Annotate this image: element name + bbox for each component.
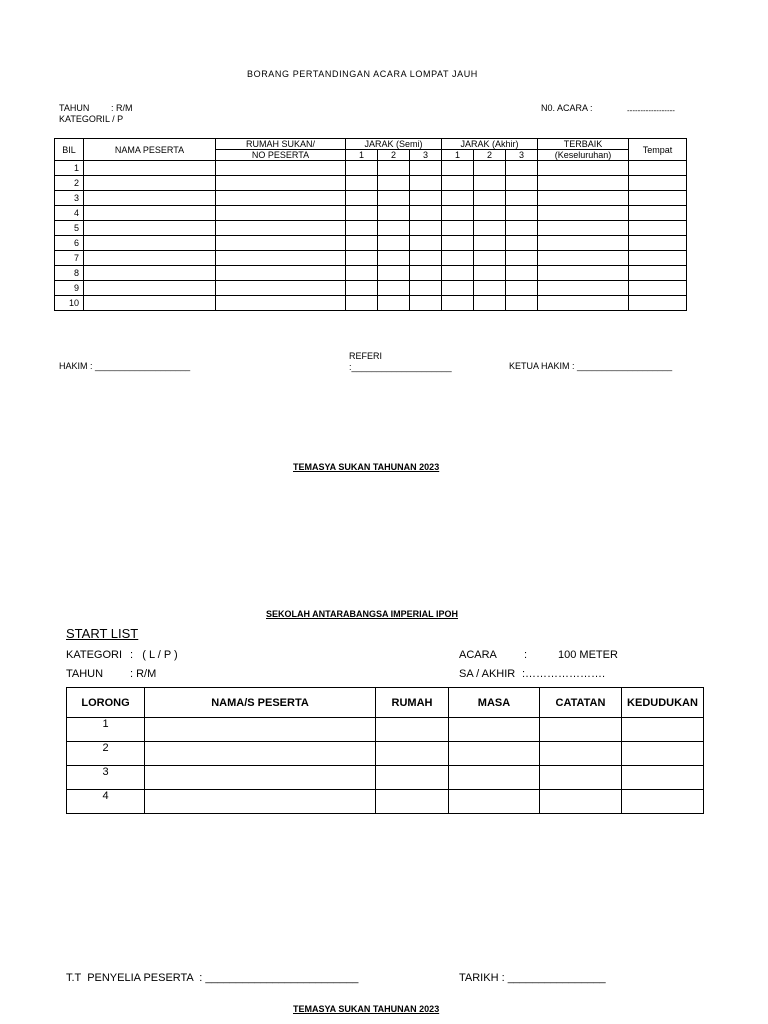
cell[interactable] bbox=[84, 251, 216, 266]
form1-footer: TEMASYA SUKAN TAHUNAN 2023 bbox=[293, 462, 440, 472]
cell[interactable] bbox=[474, 221, 506, 236]
header-tempat: Tempat bbox=[629, 139, 687, 161]
cell[interactable] bbox=[506, 236, 538, 251]
form1-table bbox=[54, 138, 687, 311]
lorong-number: 1 bbox=[67, 718, 145, 742]
cell[interactable] bbox=[622, 766, 704, 790]
form2-acara-label: ACARA bbox=[459, 649, 497, 661]
header-nama-peserta: NAMA PESERTA bbox=[84, 139, 216, 161]
table-row bbox=[55, 251, 687, 266]
cell[interactable] bbox=[629, 206, 687, 221]
header-rumah: RUMAH bbox=[376, 688, 449, 718]
cell[interactable] bbox=[474, 266, 506, 281]
form2-acara-value: 100 METER bbox=[558, 649, 618, 661]
table-row bbox=[67, 790, 704, 814]
start-list-table bbox=[66, 687, 704, 814]
cell[interactable] bbox=[376, 718, 449, 742]
cell[interactable] bbox=[410, 161, 442, 176]
cell[interactable] bbox=[474, 161, 506, 176]
cell[interactable] bbox=[378, 236, 410, 251]
cell[interactable] bbox=[84, 206, 216, 221]
tarikh-line: TARIKH : ________________ bbox=[459, 972, 606, 984]
cell[interactable] bbox=[629, 296, 687, 311]
referi-label: REFERI bbox=[349, 351, 383, 361]
cell[interactable] bbox=[84, 191, 216, 206]
cell[interactable] bbox=[538, 251, 629, 266]
cell[interactable] bbox=[84, 296, 216, 311]
cell[interactable] bbox=[410, 296, 442, 311]
header-semi-3: 3 bbox=[410, 150, 442, 161]
form2-kategori-label: KATEGORI bbox=[66, 649, 123, 661]
cell[interactable] bbox=[538, 296, 629, 311]
cell[interactable] bbox=[474, 176, 506, 191]
cell[interactable] bbox=[506, 281, 538, 296]
cell[interactable] bbox=[410, 251, 442, 266]
row-number: 10 bbox=[55, 296, 84, 311]
header-catatan: CATATAN bbox=[540, 688, 622, 718]
cell[interactable] bbox=[378, 296, 410, 311]
cell[interactable] bbox=[410, 176, 442, 191]
cell[interactable] bbox=[216, 191, 346, 206]
cell[interactable] bbox=[506, 266, 538, 281]
table-row bbox=[67, 766, 704, 790]
cell[interactable] bbox=[629, 281, 687, 296]
cell[interactable] bbox=[474, 236, 506, 251]
cell[interactable] bbox=[410, 281, 442, 296]
row-number: 4 bbox=[55, 206, 84, 221]
cell[interactable] bbox=[622, 742, 704, 766]
header-semi-2: 2 bbox=[378, 150, 410, 161]
cell[interactable] bbox=[346, 266, 378, 281]
header-no-peserta: NO PESERTA bbox=[216, 150, 346, 161]
cell[interactable] bbox=[216, 206, 346, 221]
cell[interactable] bbox=[449, 790, 540, 814]
ketua-hakim-signature-line: KETUA HAKIM : ___________________ bbox=[509, 361, 673, 371]
cell[interactable] bbox=[378, 281, 410, 296]
cell[interactable] bbox=[378, 191, 410, 206]
cell[interactable] bbox=[538, 161, 629, 176]
cell[interactable] bbox=[378, 206, 410, 221]
cell[interactable] bbox=[346, 251, 378, 266]
cell[interactable] bbox=[346, 281, 378, 296]
cell[interactable] bbox=[216, 176, 346, 191]
cell[interactable] bbox=[442, 176, 474, 191]
lorong-number: 3 bbox=[67, 766, 145, 790]
form2-footer: TEMASYA SUKAN TAHUNAN 2023 bbox=[293, 1004, 440, 1014]
table-row bbox=[55, 161, 687, 176]
penyelia-signature-line: T.T PENYELIA PESERTA : _________________________ bbox=[66, 972, 359, 984]
row-number: 1 bbox=[55, 161, 84, 176]
hakim-signature-line: HAKIM : ___________________ bbox=[59, 361, 191, 371]
cell[interactable] bbox=[506, 176, 538, 191]
form2-kategori-value: : ( L / P ) bbox=[130, 649, 178, 661]
cell[interactable] bbox=[378, 251, 410, 266]
cell[interactable] bbox=[410, 266, 442, 281]
cell[interactable] bbox=[84, 236, 216, 251]
cell[interactable] bbox=[346, 161, 378, 176]
table-row bbox=[55, 221, 687, 236]
cell[interactable] bbox=[442, 191, 474, 206]
row-number: 8 bbox=[55, 266, 84, 281]
cell[interactable] bbox=[84, 176, 216, 191]
form1-kategori-label: KATEGORI bbox=[59, 114, 105, 124]
cell[interactable] bbox=[346, 206, 378, 221]
form2-tahun-value: : R/M bbox=[130, 668, 157, 680]
header-bil: BIL bbox=[55, 139, 84, 161]
row-number: 5 bbox=[55, 221, 84, 236]
cell[interactable] bbox=[538, 221, 629, 236]
school-name: SEKOLAH ANTARABANGSA IMPERIAL IPOH bbox=[266, 609, 459, 619]
lorong-number: 2 bbox=[67, 742, 145, 766]
cell[interactable] bbox=[506, 221, 538, 236]
cell[interactable] bbox=[629, 176, 687, 191]
cell[interactable] bbox=[378, 161, 410, 176]
cell[interactable] bbox=[346, 221, 378, 236]
cell[interactable] bbox=[540, 790, 622, 814]
cell[interactable] bbox=[622, 790, 704, 814]
row-number: 9 bbox=[55, 281, 84, 296]
cell[interactable] bbox=[442, 296, 474, 311]
cell[interactable] bbox=[378, 266, 410, 281]
cell[interactable] bbox=[540, 742, 622, 766]
cell[interactable] bbox=[629, 161, 687, 176]
cell[interactable] bbox=[474, 296, 506, 311]
cell[interactable] bbox=[506, 161, 538, 176]
cell[interactable] bbox=[346, 236, 378, 251]
cell[interactable] bbox=[410, 221, 442, 236]
cell[interactable] bbox=[216, 161, 346, 176]
cell[interactable] bbox=[378, 221, 410, 236]
header-jarak-akhir: JARAK (Akhir) bbox=[442, 139, 538, 150]
header-lorong: LORONG bbox=[67, 688, 145, 718]
cell[interactable] bbox=[506, 296, 538, 311]
row-number: 3 bbox=[55, 191, 84, 206]
cell[interactable] bbox=[629, 221, 687, 236]
cell[interactable] bbox=[84, 221, 216, 236]
cell[interactable] bbox=[538, 191, 629, 206]
cell[interactable] bbox=[442, 266, 474, 281]
cell[interactable] bbox=[376, 766, 449, 790]
header-masa: MASA bbox=[449, 688, 540, 718]
cell[interactable] bbox=[442, 251, 474, 266]
cell[interactable] bbox=[629, 191, 687, 206]
row-number: 6 bbox=[55, 236, 84, 251]
header-rumah-sukan: RUMAH SUKAN/ bbox=[216, 139, 346, 150]
cell[interactable] bbox=[410, 191, 442, 206]
cell[interactable] bbox=[540, 766, 622, 790]
cell[interactable] bbox=[538, 176, 629, 191]
cell[interactable] bbox=[449, 742, 540, 766]
form2-sa-akhir-label: SA / AKHIR bbox=[459, 668, 516, 680]
cell[interactable] bbox=[538, 236, 629, 251]
table-row bbox=[55, 296, 687, 311]
cell[interactable] bbox=[145, 742, 376, 766]
cell[interactable] bbox=[145, 790, 376, 814]
cell[interactable] bbox=[506, 251, 538, 266]
cell[interactable] bbox=[538, 266, 629, 281]
cell[interactable] bbox=[346, 296, 378, 311]
cell[interactable] bbox=[84, 161, 216, 176]
row-number: 7 bbox=[55, 251, 84, 266]
cell[interactable] bbox=[442, 281, 474, 296]
cell[interactable] bbox=[145, 718, 376, 742]
form2-sa-akhir-value: :…………………. bbox=[522, 668, 606, 680]
cell[interactable] bbox=[629, 266, 687, 281]
cell[interactable] bbox=[629, 236, 687, 251]
cell[interactable] bbox=[622, 718, 704, 742]
cell[interactable] bbox=[449, 766, 540, 790]
header-nama-peserta: NAMA/S PESERTA bbox=[145, 688, 376, 718]
table-row bbox=[67, 742, 704, 766]
header-akhir-2: 2 bbox=[474, 150, 506, 161]
cell[interactable] bbox=[216, 281, 346, 296]
form1-acara-no-value: ------------------ bbox=[627, 106, 675, 115]
cell[interactable] bbox=[474, 251, 506, 266]
cell[interactable] bbox=[629, 251, 687, 266]
cell[interactable] bbox=[410, 236, 442, 251]
cell[interactable] bbox=[449, 718, 540, 742]
header-semi-1: 1 bbox=[346, 150, 378, 161]
referi-signature-line: :____________________ bbox=[349, 362, 452, 372]
cell[interactable] bbox=[474, 206, 506, 221]
header-kedudukan: KEDUDUKAN bbox=[622, 688, 704, 718]
cell[interactable] bbox=[538, 281, 629, 296]
cell[interactable] bbox=[506, 206, 538, 221]
form1-kategori-value: : L / P bbox=[100, 114, 124, 124]
cell[interactable] bbox=[474, 281, 506, 296]
table-row bbox=[55, 236, 687, 251]
cell[interactable] bbox=[216, 266, 346, 281]
cell[interactable] bbox=[216, 221, 346, 236]
header-akhir-3: 3 bbox=[506, 150, 538, 161]
cell[interactable] bbox=[442, 161, 474, 176]
cell[interactable] bbox=[410, 206, 442, 221]
header-jarak-semi: JARAK (Semi) bbox=[346, 139, 442, 150]
table-row bbox=[55, 191, 687, 206]
cell[interactable] bbox=[540, 718, 622, 742]
cell[interactable] bbox=[442, 221, 474, 236]
header-keseluruhan: (Keseluruhan) bbox=[538, 150, 629, 161]
table-row bbox=[55, 176, 687, 191]
table-row bbox=[55, 206, 687, 221]
header-akhir-1: 1 bbox=[442, 150, 474, 161]
table-row bbox=[67, 718, 704, 742]
row-number: 2 bbox=[55, 176, 84, 191]
form1-acara-no-label: N0. ACARA : bbox=[541, 103, 593, 113]
cell[interactable] bbox=[84, 266, 216, 281]
table-row bbox=[55, 281, 687, 296]
cell[interactable] bbox=[474, 191, 506, 206]
cell[interactable] bbox=[538, 206, 629, 221]
cell[interactable] bbox=[346, 176, 378, 191]
header-terbaik: TERBAIK bbox=[538, 139, 629, 150]
form2-acara-colon: : bbox=[524, 649, 528, 661]
cell[interactable] bbox=[376, 790, 449, 814]
cell[interactable] bbox=[216, 296, 346, 311]
cell[interactable] bbox=[84, 281, 216, 296]
form1-title: BORANG PERTANDINGAN ACARA LOMPAT JAUH bbox=[247, 69, 478, 79]
form1-tahun-value: : R/M bbox=[111, 103, 133, 113]
cell[interactable] bbox=[346, 191, 378, 206]
start-list-heading: START LIST bbox=[66, 626, 139, 641]
form1-tahun-label: TAHUN bbox=[59, 103, 90, 113]
lorong-number: 4 bbox=[67, 790, 145, 814]
cell[interactable] bbox=[506, 191, 538, 206]
cell[interactable] bbox=[145, 766, 376, 790]
cell[interactable] bbox=[216, 236, 346, 251]
cell[interactable] bbox=[376, 742, 449, 766]
form2-tahun-label: TAHUN bbox=[66, 668, 104, 680]
cell[interactable] bbox=[442, 206, 474, 221]
cell[interactable] bbox=[216, 251, 346, 266]
cell[interactable] bbox=[442, 236, 474, 251]
table-row bbox=[55, 266, 687, 281]
cell[interactable] bbox=[378, 176, 410, 191]
